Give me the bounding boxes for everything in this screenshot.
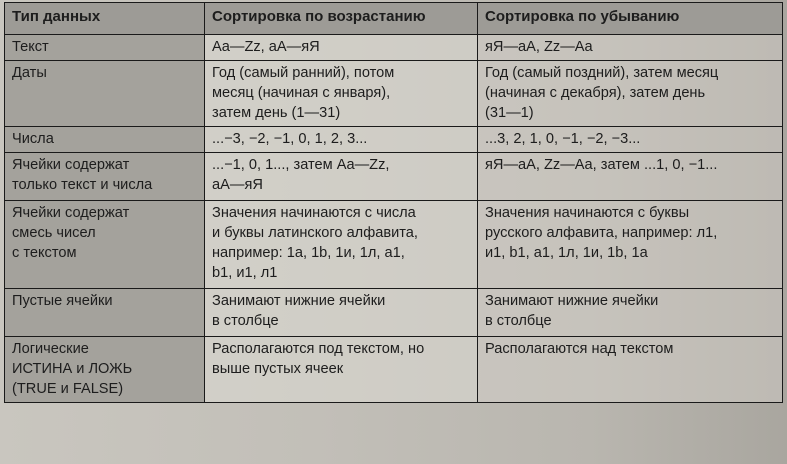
cell-ascending: ...−1, 0, 1..., затем Aa—Zz, аА—яЯ	[205, 153, 478, 201]
table-body	[5, 35, 783, 403]
cell-descending: яЯ—аА, Zz—Aa	[478, 35, 783, 61]
cell-descending: Занимают нижние ячейки в столбце	[478, 289, 783, 337]
table-row-empty-cells	[5, 289, 783, 337]
cell-ascending: Располагаются под текстом, но выше пустых ячеек	[205, 337, 478, 403]
header-row	[5, 3, 783, 35]
cell-data-type: Логические ИСТИНА и ЛОЖЬ (TRUE и FALSE)	[5, 337, 205, 403]
cell-descending: Значения начинаются с буквы русского алфавита, например: л1, и1, b1, a1, 1л, 1и, 1b, 1a	[478, 201, 783, 289]
cell-data-type: Ячейки содержат только текст и числа	[5, 153, 205, 201]
table-row-dates	[5, 61, 783, 127]
cell-descending: Располагаются над текстом	[478, 337, 783, 403]
table-row-mixed	[5, 201, 783, 289]
table-header	[5, 3, 783, 35]
header-data-type: Тип данных	[5, 3, 205, 35]
cell-data-type: Ячейки содержат смесь чисел с текстом	[5, 201, 205, 289]
sort-order-table	[4, 2, 783, 403]
cell-descending: ...3, 2, 1, 0, −1, −2, −3...	[478, 127, 783, 153]
table-row-text	[5, 35, 783, 61]
cell-descending: яЯ—аА, Zz—Aa, затем ...1, 0, −1...	[478, 153, 783, 201]
header-ascending: Сортировка по возрастанию	[205, 3, 478, 35]
cell-data-type: Даты	[5, 61, 205, 127]
cell-ascending: Aa—Zz, аА—яЯ	[205, 35, 478, 61]
cell-descending: Год (самый поздний), затем месяц (начиная с декабря), затем день (31—1)	[478, 61, 783, 127]
cell-data-type: Пустые ячейки	[5, 289, 205, 337]
cell-data-type: Числа	[5, 127, 205, 153]
cell-ascending: Год (самый ранний), потом месяц (начиная с января), затем день (1—31)	[205, 61, 478, 127]
cell-ascending: Значения начинаются с числа и буквы латинского алфавита, например: 1a, 1b, 1и, 1л, a1, b1, и1, л1	[205, 201, 478, 289]
cell-ascending: ...−3, −2, −1, 0, 1, 2, 3...	[205, 127, 478, 153]
cell-ascending: Занимают нижние ячейки в столбце	[205, 289, 478, 337]
table-row-numbers	[5, 127, 783, 153]
header-descending: Сортировка по убыванию	[478, 3, 783, 35]
table-row-text-and-numbers	[5, 153, 783, 201]
cell-data-type: Текст	[5, 35, 205, 61]
table-row-logical	[5, 337, 783, 403]
